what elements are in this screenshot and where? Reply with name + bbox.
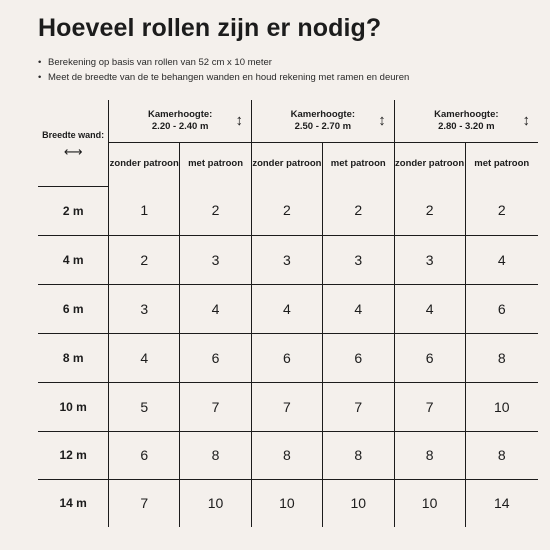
room-height-range: 2.20 - 2.40 m — [151, 120, 209, 132]
room-height-group — [252, 100, 395, 142]
subheader-with-pattern: met patroon — [465, 142, 538, 186]
page-title: Hoeveel rollen zijn er nodig? — [38, 14, 382, 42]
wall-width-cell: 4 m — [38, 235, 109, 284]
roll-count-cell: 10 — [180, 479, 252, 527]
wall-width-cell: 14 m — [38, 479, 109, 527]
wall-width-cell: 12 m — [38, 431, 109, 479]
roll-count-cell: 5 — [109, 382, 180, 431]
roll-count-cell: 4 — [109, 333, 180, 382]
subheader-with-pattern: met patroon — [322, 142, 394, 186]
roll-count-cell: 4 — [465, 235, 538, 284]
roll-count-cell: 10 — [394, 479, 465, 527]
roll-count-cell: 4 — [252, 284, 323, 333]
roll-count-cell: 6 — [252, 333, 323, 382]
roll-count-cell: 2 — [394, 186, 465, 235]
table-row — [38, 235, 538, 284]
roll-count-cell: 3 — [109, 284, 180, 333]
roll-count-cell: 1 — [109, 186, 180, 235]
table-body — [38, 186, 538, 527]
wall-width-cell: 6 m — [38, 284, 109, 333]
roll-count-cell: 2 — [109, 235, 180, 284]
roll-count-cell: 4 — [322, 284, 394, 333]
roll-count-cell: 7 — [109, 479, 180, 527]
roll-count-cell: 6 — [109, 431, 180, 479]
roll-count-cell: 7 — [394, 382, 465, 431]
roll-count-cell: 14 — [465, 479, 538, 527]
roll-count-cell: 7 — [252, 382, 323, 431]
roll-count-cell: 10 — [465, 382, 538, 431]
roll-count-cell: 7 — [322, 382, 394, 431]
roll-count-cell: 10 — [252, 479, 323, 527]
info-item: • Meet de breedte van de te behangen wanden en houd rekening met ramen en deuren — [38, 72, 410, 83]
vertical-arrow-icon: ↕ — [235, 111, 243, 129]
roll-count-cell: 8 — [252, 431, 323, 479]
table-row — [38, 284, 538, 333]
table-row — [38, 186, 538, 235]
roll-count-cell: 7 — [180, 382, 252, 431]
roll-count-cell: 6 — [394, 333, 465, 382]
wall-width-cell: 8 m — [38, 333, 109, 382]
wall-width-cell: 2 m — [38, 186, 109, 235]
room-height-group — [394, 100, 538, 142]
roll-count-cell: 2 — [180, 186, 252, 235]
roll-count-cell: 8 — [465, 333, 538, 382]
roll-count-cell: 2 — [252, 186, 323, 235]
room-height-range: 2.50 - 2.70 m — [294, 120, 352, 132]
room-height-label: Kamerhoogte: — [290, 108, 356, 120]
info-list — [38, 55, 538, 85]
roll-count-cell: 10 — [322, 479, 394, 527]
info-item-text: Meet de breedte van de te behangen wanden en houd rekening met ramen en deuren — [48, 72, 410, 83]
roll-count-cell: 2 — [322, 186, 394, 235]
roll-count-cell: 8 — [394, 431, 465, 479]
roll-count-cell: 3 — [252, 235, 323, 284]
roll-count-cell: 3 — [180, 235, 252, 284]
horizontal-arrow-icon: ⟷ — [63, 143, 83, 159]
info-item-text: Berekening op basis van rollen van 52 cm x 10 meter — [48, 57, 272, 68]
wall-width-header — [38, 100, 109, 186]
room-height-group — [109, 100, 252, 142]
table-row — [38, 479, 538, 527]
room-height-label: Kamerhoogte: — [434, 108, 499, 120]
roll-count-cell: 3 — [322, 235, 394, 284]
wall-width-cell: 10 m — [38, 382, 109, 431]
subheader-without-pattern: zonder patroon — [109, 142, 180, 186]
subheader-without-pattern: zonder patroon — [252, 142, 323, 186]
roll-count-cell: 6 — [180, 333, 252, 382]
vertical-arrow-icon: ↕ — [522, 111, 530, 129]
roll-count-cell: 8 — [180, 431, 252, 479]
roll-count-cell: 8 — [322, 431, 394, 479]
roll-count-cell: 8 — [465, 431, 538, 479]
roll-count-cell: 4 — [180, 284, 252, 333]
table-header-row — [38, 100, 538, 142]
wall-width-label: Breedte wand: — [42, 129, 105, 140]
table-row — [38, 333, 538, 382]
roll-count-cell: 2 — [465, 186, 538, 235]
room-height-label: Kamerhoogte: — [147, 108, 213, 120]
table-row — [38, 382, 538, 431]
subheader-without-pattern: zonder patroon — [394, 142, 465, 186]
table-row — [38, 431, 538, 479]
rolls-table — [38, 100, 538, 527]
roll-count-cell: 3 — [394, 235, 465, 284]
roll-count-cell: 6 — [322, 333, 394, 382]
table-subheader-row — [38, 142, 538, 186]
roll-count-cell: 6 — [465, 284, 538, 333]
subheader-with-pattern: met patroon — [180, 142, 252, 186]
vertical-arrow-icon: ↕ — [378, 111, 386, 129]
room-height-range: 2.80 - 3.20 m — [438, 120, 495, 132]
info-item: • Berekening op basis van rollen van 52 cm x 10 meter — [38, 57, 272, 68]
roll-count-cell: 4 — [394, 284, 465, 333]
